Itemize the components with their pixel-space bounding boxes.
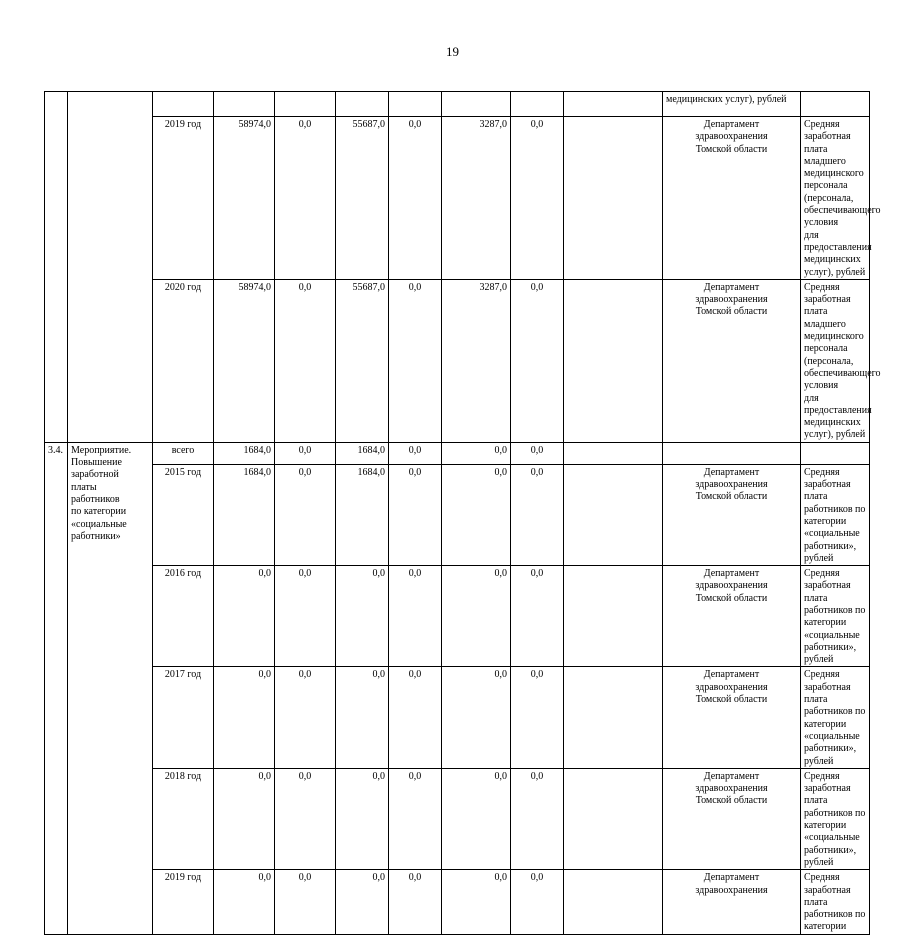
activity-name-cell	[68, 92, 153, 443]
indicator-cell: Средняя заработная плата работников по категории «социальные работники», рублей	[801, 464, 870, 565]
indicator-cell: медицинских услуг), рублей	[663, 92, 801, 117]
table-row: 2016 год 0,0 0,0 0,0 0,0 0,0 0,0 Департамент здравоохранения Томской области Средняя заработная плата работников по категории «социальные работники», рублей	[45, 566, 870, 667]
dept-cell: Департамент здравоохранения Томской области	[663, 768, 801, 869]
table-row: 2015 год 1684,0 0,0 1684,0 0,0 0,0 0,0 Департамент здравоохранения Томской области Средняя заработная плата работников по категории «социальные работники», рублей	[45, 464, 870, 565]
table-row: 3.4. Мероприятие. Повышение заработной платы работников по категории «социальные работники» всего 1684,0 0,0 1684,0 0,0 0,0 0,0	[45, 442, 870, 464]
dept-cell: Департамент здравоохранения Томской области	[663, 464, 801, 565]
table-row: 2020 год 58974,0 0,0 55687,0 0,0 3287,0 0,0 Департамент здравоохранения Томской области Средняя заработная плата младшего медицинского персонала (персонала, обеспечивающего условия для предоставления медицинских услуг), рублей	[45, 279, 870, 442]
table-row: 2019 год 58974,0 0,0 55687,0 0,0 3287,0 0,0 Департамент здравоохранения Томской области Средняя заработная плата младшего медицинского персонала (персонала, обеспечивающего условия для предоставления медицинских услуг), рублей	[45, 117, 870, 280]
dept-cell: Департамент здравоохранения Томской области	[663, 667, 801, 768]
program-table	[44, 91, 881, 935]
indicator-cell: Средняя заработная плата младшего медицинского персонала (персонала, обеспечивающего условия для предоставления медицинских услуг), рублей	[801, 279, 870, 442]
table-row: 2017 год 0,0 0,0 0,0 0,0 0,0 0,0 Департамент здравоохранения Томской области Средняя заработная плата работников по категории «социальные работники», рублей	[45, 667, 870, 768]
activity-name-cell: Мероприятие. Повышение заработной платы работников по категории «социальные работники»	[68, 442, 153, 934]
dept-cell: Департамент здравоохранения Томской области	[663, 279, 801, 442]
table-row: 2019 год 0,0 0,0 0,0 0,0 0,0 0,0 Департамент здравоохранения Средняя заработная плата работников по категории	[45, 870, 870, 934]
table-row: 2018 год 0,0 0,0 0,0 0,0 0,0 0,0 Департамент здравоохранения Томской области Средняя заработная плата работников по категории «социальные работники», рублей	[45, 768, 870, 869]
row-number-cell: 3.4.	[45, 442, 68, 934]
indicator-cell: Средняя заработная плата работников по категории «социальные работники», рублей	[801, 667, 870, 768]
indicator-cell: Средняя заработная плата младшего медицинского персонала (персонала, обеспечивающего условия для предоставления медицинских услуг), рублей	[801, 117, 870, 280]
table-row	[45, 92, 870, 117]
row-number-cell	[45, 92, 68, 443]
dept-cell: Департамент здравоохранения	[663, 870, 801, 934]
page-number: 19	[446, 44, 459, 59]
dept-cell: Департамент здравоохранения Томской области	[663, 566, 801, 667]
indicator-cell: Средняя заработная плата работников по категории «социальные работники», рублей	[801, 566, 870, 667]
indicator-cell: Средняя заработная плата работников по категории «социальные работники», рублей	[801, 768, 870, 869]
dept-cell: Департамент здравоохранения Томской области	[663, 117, 801, 280]
indicator-cell: Средняя заработная плата работников по категории	[801, 870, 870, 934]
